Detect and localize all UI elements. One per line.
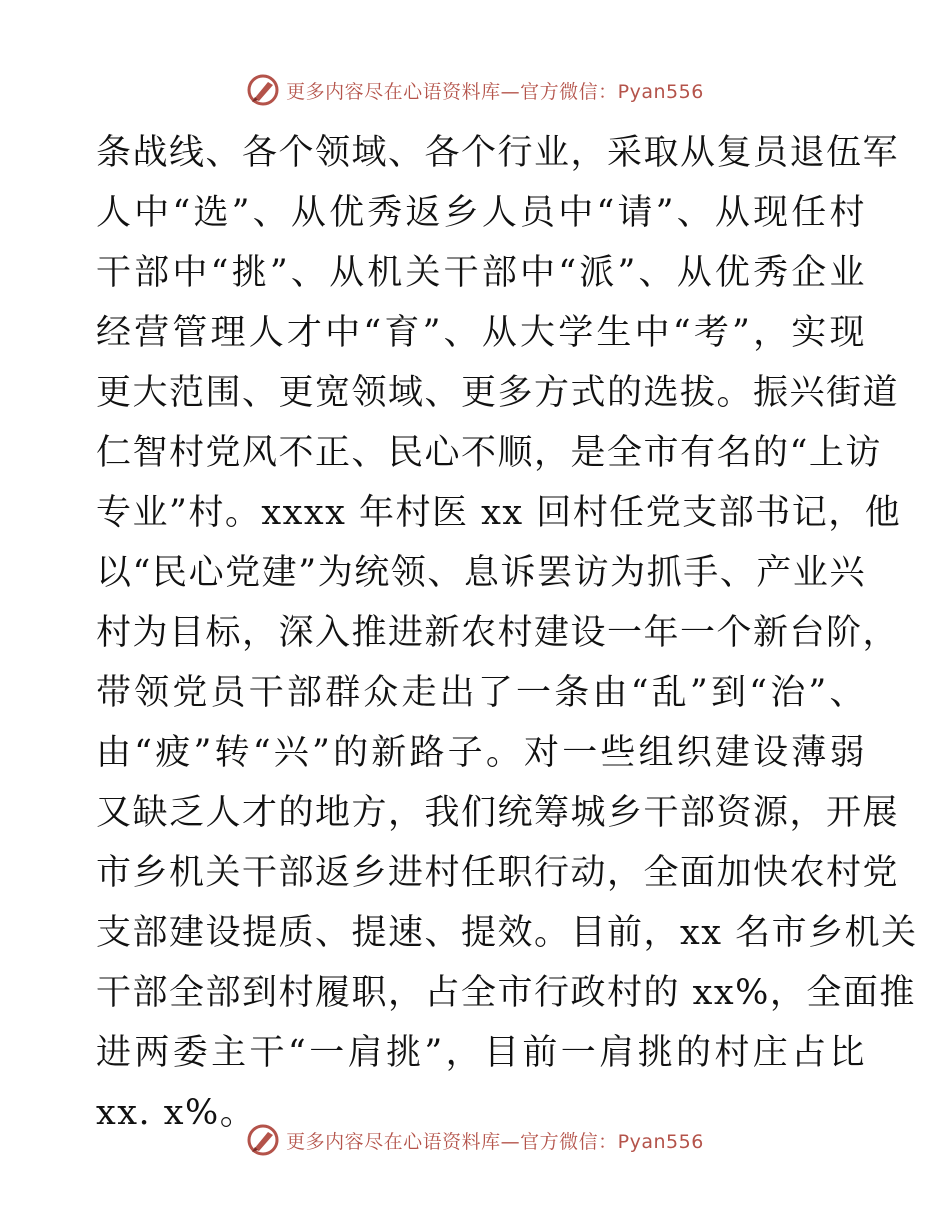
text-line: 村为目标，深入推进新农村建设一年一个新台阶， bbox=[96, 613, 900, 653]
text-line: 经营管理人才中“育”、从大学生中“考”，实现 bbox=[96, 313, 866, 353]
text-line: 又缺乏人才的地方，我们统筹城乡干部资源，开展 bbox=[96, 793, 900, 833]
text-line: 专业”村。xxxx 年村医 xx 回村任党支部书记，他 bbox=[96, 493, 902, 533]
pen-nib-logo-icon bbox=[246, 73, 280, 107]
text-line: 条战线、各个领域、各个行业，采取从复员退伍军 bbox=[96, 133, 900, 173]
footer-banner-text: 更多内容尽在心语资料库—官方微信：Pyan556 bbox=[286, 1130, 704, 1153]
text-line: 干部全部到村履职，占全市行政村的 xx%，全面推 bbox=[96, 973, 916, 1013]
text-line: 更大范围、更宽领域、更多方式的选拔。振兴街道 bbox=[96, 373, 900, 413]
text-line: 市乡机关干部返乡进村任职行动，全面加快农村党 bbox=[96, 853, 900, 893]
header-banner-text: 更多内容尽在心语资料库—官方微信：Pyan556 bbox=[286, 80, 704, 103]
text-line: 以“民心党建”为统领、息诉罢访为抓手、产业兴 bbox=[96, 553, 866, 593]
text-line: xx. x%。 bbox=[96, 1093, 257, 1133]
text-line: 带领党员干部群众走出了一条由“乱”到“治”、 bbox=[96, 673, 866, 713]
text-line: 仁智村党风不正、民心不顺，是全市有名的“上访 bbox=[96, 433, 882, 473]
text-line: 进两委主干“一肩挑”，目前一肩挑的村庄占比 bbox=[96, 1033, 866, 1073]
text-line: 干部中“挑”、从机关干部中“派”、从优秀企业 bbox=[96, 253, 866, 293]
text-line: 由“疲”转“兴”的新路子。对一些组织建设薄弱 bbox=[96, 733, 866, 773]
footer-banner bbox=[0, 1118, 950, 1162]
pen-nib-logo-icon bbox=[246, 1123, 280, 1157]
text-line: 支部建设提质、提速、提效。目前，xx 名市乡机关 bbox=[96, 913, 918, 953]
text-line: 人中“选”、从优秀返乡人员中“请”、从现任村 bbox=[96, 193, 866, 233]
document-paragraph bbox=[96, 123, 918, 1143]
header-banner bbox=[0, 68, 950, 112]
